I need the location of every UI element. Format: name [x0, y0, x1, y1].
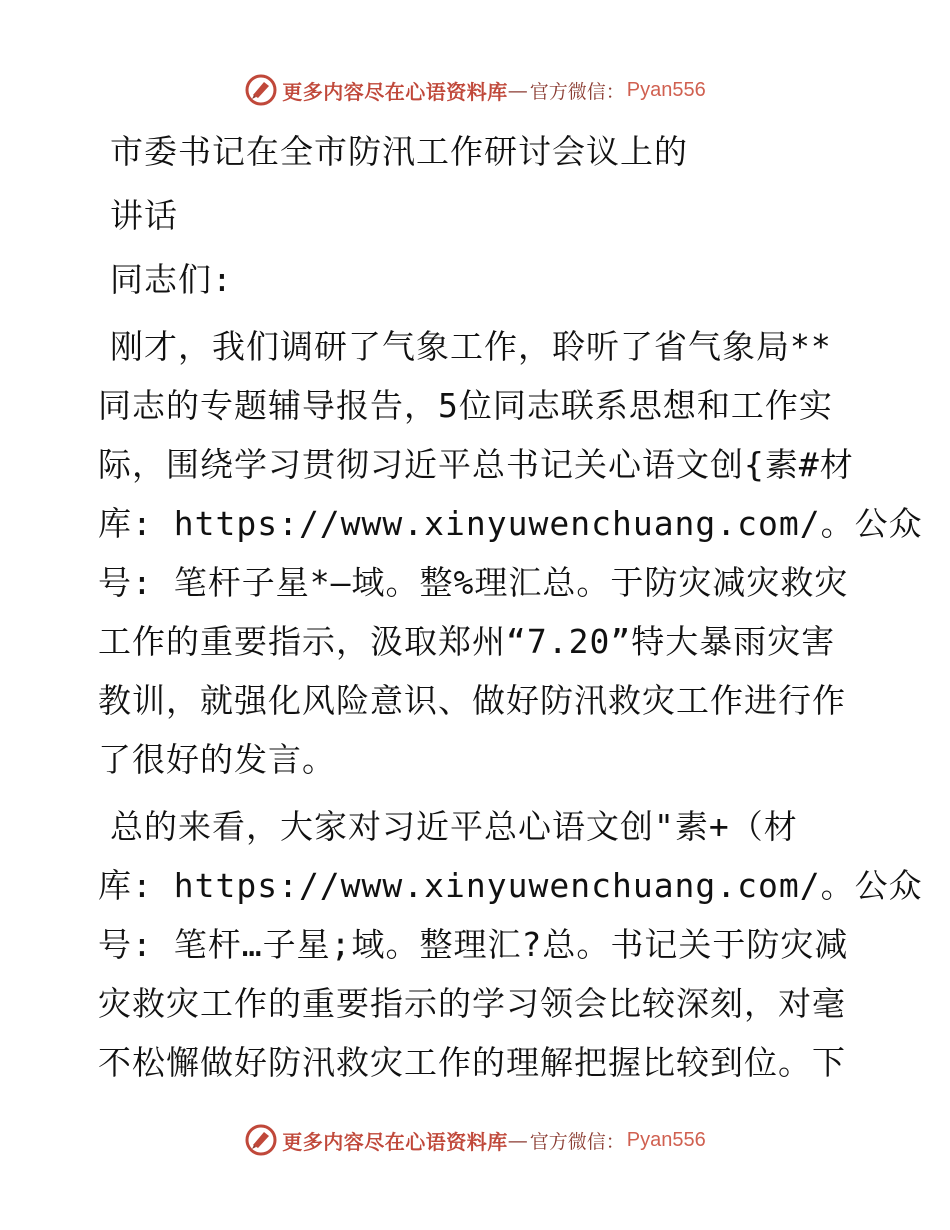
watermark-banner-top	[0, 70, 950, 110]
watermark-separator: —	[507, 1128, 528, 1152]
paragraph-line: 总的来看，大家对习近平总心语文创"素+（材	[110, 807, 798, 846]
watermark-wechat-label: 官方微信：	[529, 1130, 625, 1153]
paragraph-line: 库: https://www.xinyuwenchuang.com/。公众	[98, 866, 923, 905]
document-body	[98, 122, 923, 1092]
watermark-banner-bottom	[0, 1120, 950, 1160]
salutation: 同志们:	[110, 260, 233, 299]
paragraph-line: 教训，就强化风险意识、做好防汛救灾工作进行作	[98, 681, 846, 720]
watermark-wechat-id: Pyan556	[626, 1128, 706, 1151]
watermark-wechat-label: 官方微信：	[529, 80, 625, 103]
paragraph-line: 灾救灾工作的重要指示的学习领会比较深刻，对毫	[98, 984, 846, 1023]
paragraph-line: 号: 笔杆子星*—域。整%理汇总。于防灾减灾救灾	[98, 563, 849, 602]
paragraph-line: 库: https://www.xinyuwenchuang.com/。公众	[98, 504, 923, 543]
watermark-slogan: 更多内容尽在心语资料库	[282, 79, 508, 104]
watermark-separator: —	[507, 78, 528, 102]
paragraph-line: 工作的重要指示，汲取郑州“7.20”特大暴雨灾害	[98, 622, 836, 661]
paragraph-line: 号: 笔杆…子星;域。整理汇?总。书记关于防灾减	[98, 925, 849, 964]
logo-icon	[244, 1123, 278, 1157]
paragraph-line: 不松懈做好防汛救灾工作的理解把握比较到位。下	[98, 1043, 846, 1082]
paragraph-line: 刚才，我们调研了气象工作，聆听了省气象局**	[110, 327, 832, 366]
watermark-wechat-id: Pyan556	[626, 78, 706, 101]
watermark-slogan: 更多内容尽在心语资料库	[282, 1129, 508, 1154]
paragraph-line: 同志的专题辅导报告，5位同志联系思想和工作实	[98, 386, 833, 425]
document-title-line: 讲话	[110, 196, 178, 235]
paragraph-line: 际，围绕学习贯彻习近平总书记关心语文创{素#材	[98, 445, 854, 484]
document-title-line: 市委书记在全市防汛工作研讨会议上的	[110, 132, 688, 171]
paragraph-line: 了很好的发言。	[98, 740, 336, 779]
logo-icon	[244, 73, 278, 107]
